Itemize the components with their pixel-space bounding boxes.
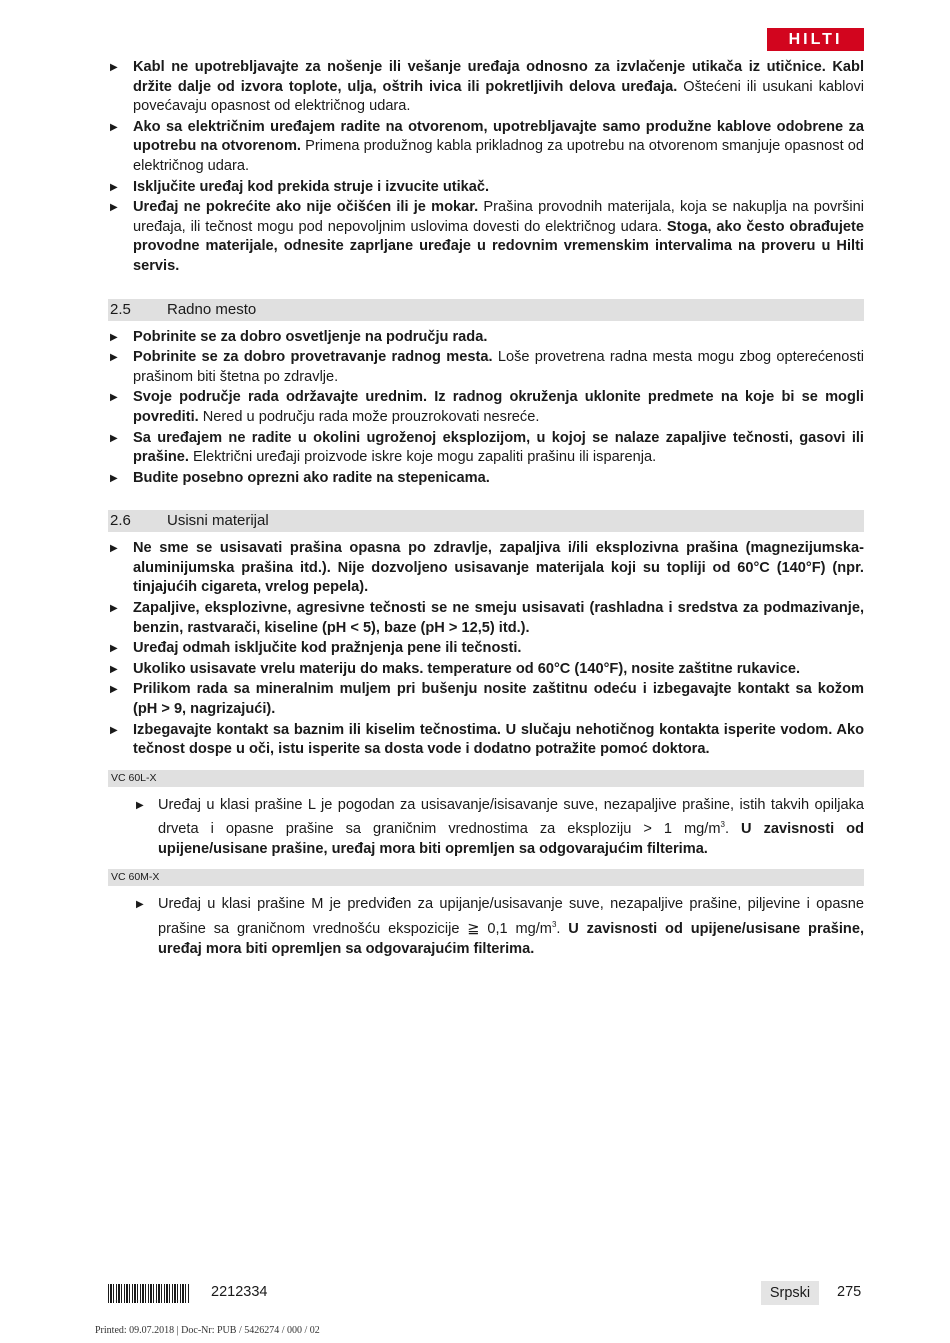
bullet-icon: ▶	[110, 121, 118, 133]
item-bold-text: Sa uređajem ne radite u okolini ugroženoj eksplozijom, u kojoj se nalaze zapaljive tečnosti, gasovi ili prašine.	[133, 429, 864, 466]
print-info: Printed: 09.07.2018 | Doc-Nr: PUB / 5426274 / 000 / 02	[95, 1325, 320, 1336]
item-text: Uređaj u klasi prašine L je pogodan za usisavanje/isisavanje suve, nezapaljive prašine, istih takvih opiljaka drveta i opasne prašine sa graničnim vrednostima za eksploziju > 1 mg/m	[158, 796, 864, 838]
bullet-icon: ▶	[110, 603, 118, 615]
item-bold-text: Zapaljive, eksplozivne, agresivne tečnosti se ne smeju usisavati (rashladna i sredstva za podmazivanje, benzin, rastvarači, kiseline (pH < 5), baze (pH > 12,5) itd.).	[133, 600, 864, 636]
bullet-icon: ▶	[110, 663, 118, 675]
logo-text: HILTI	[788, 30, 843, 48]
bullet-icon: ▶	[110, 472, 118, 484]
item-text: Loše provetrena radna mesta mogu zbog opterećenosti prašinom biti štetna po zdravlje.	[133, 349, 864, 385]
list-item	[108, 721, 864, 760]
item-text: Primena produžnog kabla prikladnog za upotrebu na otvorenom smanjuje opasnost od električnog udara.	[133, 138, 865, 174]
list-item	[108, 118, 864, 177]
item-bold-text: Izbegavajte kontakt sa baznim ili kiselim tečnostima. U slučaju nehotičnog kontakta isperite vodom. Ako tečnost dospe u oči, istu isperite sa dosta vode i dodatno potražite pomoć doktora.	[133, 721, 864, 758]
item-bold-text: U zavisnosti od upijene/usisane prašine, uređaj mora biti opremljen sa odgovarajućim filterima.	[158, 821, 865, 857]
item-bold-text: U zavisnosti od upijene/usisane prašine, uređaj mora biti opremljen sa odgovarajućim filterima.	[158, 920, 865, 957]
item-bold-text: Pobrinite se za dobro osvetljenje na području rada.	[133, 328, 488, 345]
bullet-icon: ▶	[110, 352, 118, 364]
item-bold-text: Uređaj odmah isključite kod pražnjenja pene ili tečnosti.	[133, 640, 522, 657]
list-item	[108, 599, 864, 638]
item-text: Uređaj u klasi prašine M je predviđen za upijanje/usisavanje suve, nezapaljive prašine, piljevine i opasne prašine sa graničnom vrednošću ekspozicije ≧ 0,1 mg/m	[158, 896, 864, 937]
item-bold-text: Ne sme se usisavati prašina opasna po zdravlje, zapaljiva i/ili eksplozivna prašina (magnezijumska-aluminijumska prašina itd.). Nije dozvoljeno usisavanje materijala koji su topliji od 60°C (140°F) (npr. tinjajućih cigareta, vrelog pepela).	[133, 540, 864, 596]
bullet-icon: ▶	[110, 432, 118, 444]
item-bold-text: Ako sa električnim uređajem radite na otvorenom, upotrebljavajte samo produžne kablove odobrene za upotrebu na otvorenom.	[133, 118, 864, 155]
item-bold-text: Budite posebno oprezni ako radite na stepenicama.	[133, 469, 490, 486]
list-item	[108, 429, 864, 468]
document-number: 2212334	[211, 1284, 268, 1300]
list-item	[108, 895, 864, 959]
bullet-icon: ▶	[110, 684, 118, 696]
section-title: Radno mesto	[167, 300, 257, 318]
item-bold-text: Kabl ne upotrebljavajte za nošenje ili vešanje uređaja odnosno za izvlačenje utikača iz utičnice. Kabl držite dalje od izvora toplote, ulja, oštrih ivica ili pokretljivih delova uređaja.	[133, 59, 864, 95]
bullet-icon: ▶	[136, 799, 144, 811]
bullet-icon: ▶	[110, 543, 118, 555]
bullet-icon: ▶	[110, 202, 118, 214]
item-bold-text: Svoje područje rada održavajte urednim. Iz radnog okruženja uklonite predmete na koje bi se mogli povrediti.	[133, 389, 864, 425]
item-bold-text: Isključite uređaj kod prekida struje i izvucite utikač.	[133, 178, 490, 195]
item-text: .	[724, 821, 742, 838]
item-text: Nered u području rada može prouzrokovati nesreće.	[198, 408, 540, 425]
list-item	[108, 680, 864, 719]
section-header-2-6	[108, 510, 864, 532]
section-title: Usisni materijal	[167, 512, 269, 530]
item-bold-text: Pobrinite se za dobro provetravanje radnog mesta.	[133, 349, 493, 366]
item-text: Oštećeni ili usukani kablovi povećavaju opasnost od električnog udara.	[133, 78, 865, 115]
hilti-logo	[767, 28, 864, 51]
model-label-vc60l: VC 60L-X	[108, 770, 864, 787]
list-item	[108, 660, 864, 680]
list-item	[108, 539, 864, 598]
barcode	[108, 1284, 190, 1303]
model-label-vc60m: VC 60M-X	[108, 869, 864, 886]
bullet-icon: ▶	[110, 392, 118, 404]
document-body	[108, 58, 864, 960]
list-item	[108, 388, 864, 427]
item-text: .	[556, 920, 569, 937]
bullet-icon: ▶	[110, 62, 118, 73]
item-bold-text: Uređaj ne pokrećite ako nije očišćen ili je mokar.	[133, 199, 479, 216]
bullet-icon: ▶	[110, 724, 118, 736]
bullet-icon: ▶	[136, 899, 144, 911]
language-label: Srpski	[761, 1281, 819, 1305]
superscript: 3	[720, 820, 725, 830]
list-item	[108, 178, 864, 198]
page-number: 275	[837, 1284, 862, 1300]
item-bold-text: Prilikom rada sa mineralnim muljem pri bušenju nosite zaštitnu odeću i izbegavajte kontakt sa kožom (pH > 9, nagrizajući).	[133, 681, 864, 718]
list-item	[108, 796, 864, 860]
item-bold-text: Ukoliko usisavate vrelu materiju do maks. temperature od 60°C (140°F), nosite zaštitne rukavice.	[133, 660, 801, 677]
section-number: 2.6	[110, 512, 131, 530]
bullet-icon: ▶	[110, 331, 118, 343]
list-item	[108, 58, 864, 117]
item-text: Prašina provodnih materijala, koja se nakuplja na površini uređaja, ili tečnost mogu pod nepovoljnim uslovima dovesti do električnog udara.	[133, 199, 864, 235]
list-item	[108, 469, 864, 489]
section-number: 2.5	[110, 300, 131, 318]
list-item	[108, 348, 864, 387]
item-text: Električni uređaji proizvode iskre koje mogu zapaliti prašinu ili isparenja.	[188, 449, 657, 466]
list-item	[108, 198, 864, 276]
list-item	[108, 328, 864, 348]
section-header-2-5	[108, 299, 864, 321]
superscript: 3	[551, 920, 557, 930]
bullet-icon: ▶	[110, 643, 118, 655]
bullet-icon: ▶	[110, 181, 118, 193]
list-item	[108, 639, 864, 659]
item-bold-text: Stoga, ako često obrađujete provodne materijale, odnesite zaprljane uređaje u redovnim vremenskim intervalima na proveru u Hilti servis.	[133, 218, 864, 274]
